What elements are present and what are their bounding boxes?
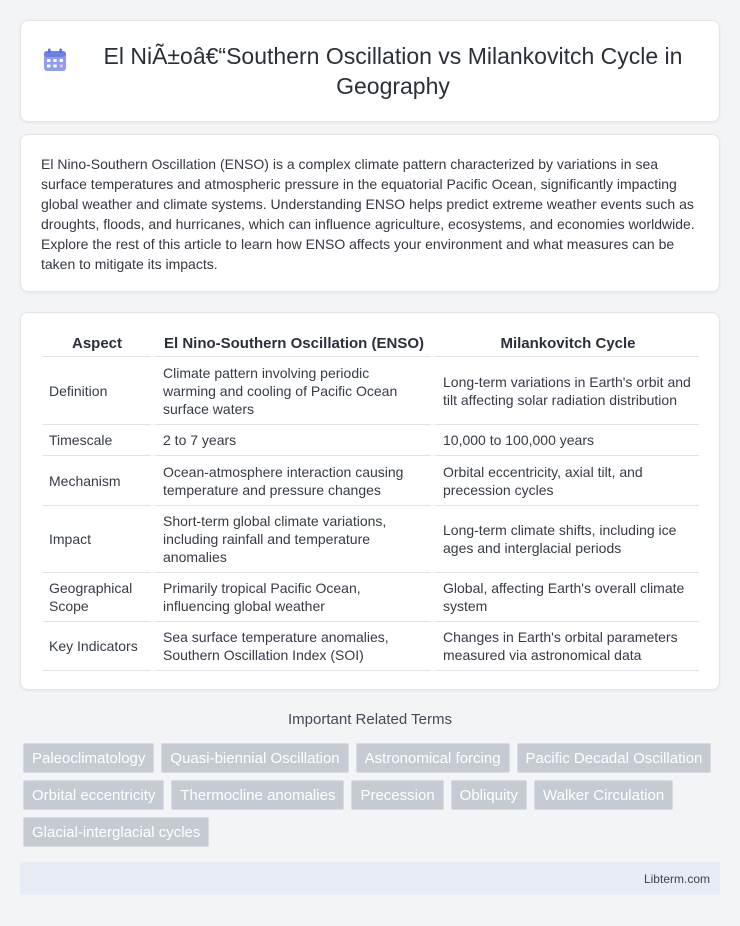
- tag-astronomical-forcing[interactable]: Astronomical forcing: [356, 743, 510, 773]
- cell-aspect: Mechanism: [43, 456, 151, 506]
- cell-aspect: Definition: [43, 357, 151, 425]
- cell-enso: Ocean-atmosphere interaction causing temperature and pressure changes: [151, 456, 431, 506]
- comparison-card: [20, 312, 720, 690]
- cell-enso: Sea surface temperature anomalies, Southern Oscillation Index (SOI): [151, 622, 431, 671]
- header-aspect: Aspect: [43, 331, 151, 357]
- related-terms-tags: [20, 743, 720, 847]
- tag-pacific-decadal-oscillation[interactable]: Pacific Decadal Oscillation: [517, 743, 712, 773]
- page-title: El NiÃ±oâ€“Southern Oscillation vs Milankovitch Cycle in Geography: [103, 43, 683, 99]
- cell-enso: 2 to 7 years: [151, 425, 431, 456]
- table-row: [43, 456, 699, 506]
- table-row: [43, 506, 699, 573]
- table-header-row: [43, 331, 699, 357]
- tag-thermocline-anomalies[interactable]: Thermocline anomalies: [171, 780, 344, 810]
- cell-aspect: Geographical Scope: [43, 573, 151, 622]
- cell-milankovitch: Orbital eccentricity, axial tilt, and precession cycles: [431, 456, 699, 506]
- tag-quasi-biennial-oscillation[interactable]: Quasi-biennial Oscillation: [161, 743, 348, 773]
- header-card: [20, 20, 720, 122]
- cell-aspect: Key Indicators: [43, 622, 151, 671]
- intro-card: [20, 134, 720, 292]
- cell-milankovitch: Long-term variations in Earth's orbit and tilt affecting solar radiation distribution: [431, 357, 699, 425]
- cell-milankovitch: Changes in Earth's orbital parameters measured via astronomical data: [431, 622, 699, 671]
- related-terms-section: [20, 710, 720, 847]
- footer-site-link[interactable]: Libterm.com: [643, 871, 710, 886]
- cell-milankovitch: 10,000 to 100,000 years: [431, 425, 699, 456]
- header-milankovitch: Milankovitch Cycle: [431, 331, 699, 357]
- header-enso: El Nino-Southern Oscillation (ENSO): [151, 331, 431, 357]
- related-terms-heading: Important Related Terms: [288, 711, 452, 728]
- cell-aspect: Timescale: [43, 425, 151, 456]
- cell-enso: Primarily tropical Pacific Ocean, influencing global weather: [151, 573, 431, 622]
- cell-milankovitch: Long-term climate shifts, including ice ages and interglacial periods: [431, 506, 699, 573]
- cell-enso: Climate pattern involving periodic warming and cooling of Pacific Ocean surface waters: [151, 357, 431, 425]
- cell-milankovitch: Global, affecting Earth's overall climate system: [431, 573, 699, 622]
- tag-walker-circulation[interactable]: Walker Circulation: [534, 780, 673, 810]
- intro-paragraph: El Nino-Southern Oscillation (ENSO) is a complex climate pattern characterized by variations in sea surface temperatures and atmospheric pressure in the equatorial Pacific Ocean, significantly impacting global weather and climate systems. Understanding ENSO helps predict extreme weather events such as droughts, floods, and hurricanes, which can influence agriculture, ecosystems, and economies worldwide. Explore the rest of this article to learn how ENSO affects your environment and what measures can be taken to mitigate its impacts.: [41, 156, 695, 272]
- footer: [20, 862, 720, 895]
- tag-obliquity[interactable]: Obliquity: [451, 780, 527, 810]
- tag-glacial-interglacial-cycles[interactable]: Glacial-interglacial cycles: [23, 817, 209, 847]
- cell-aspect: Impact: [43, 506, 151, 573]
- table-row: [43, 357, 699, 425]
- calendar-icon: [42, 47, 68, 73]
- table-row: [43, 425, 699, 456]
- comparison-table: [43, 331, 699, 671]
- cell-enso: Short-term global climate variations, including rainfall and temperature anomalies: [151, 506, 431, 573]
- tag-paleoclimatology[interactable]: Paleoclimatology: [23, 743, 154, 773]
- header: [42, 41, 698, 101]
- tag-orbital-eccentricity[interactable]: Orbital eccentricity: [23, 780, 164, 810]
- table-row: [43, 573, 699, 622]
- table-row: [43, 622, 699, 671]
- tag-precession[interactable]: Precession: [351, 780, 443, 810]
